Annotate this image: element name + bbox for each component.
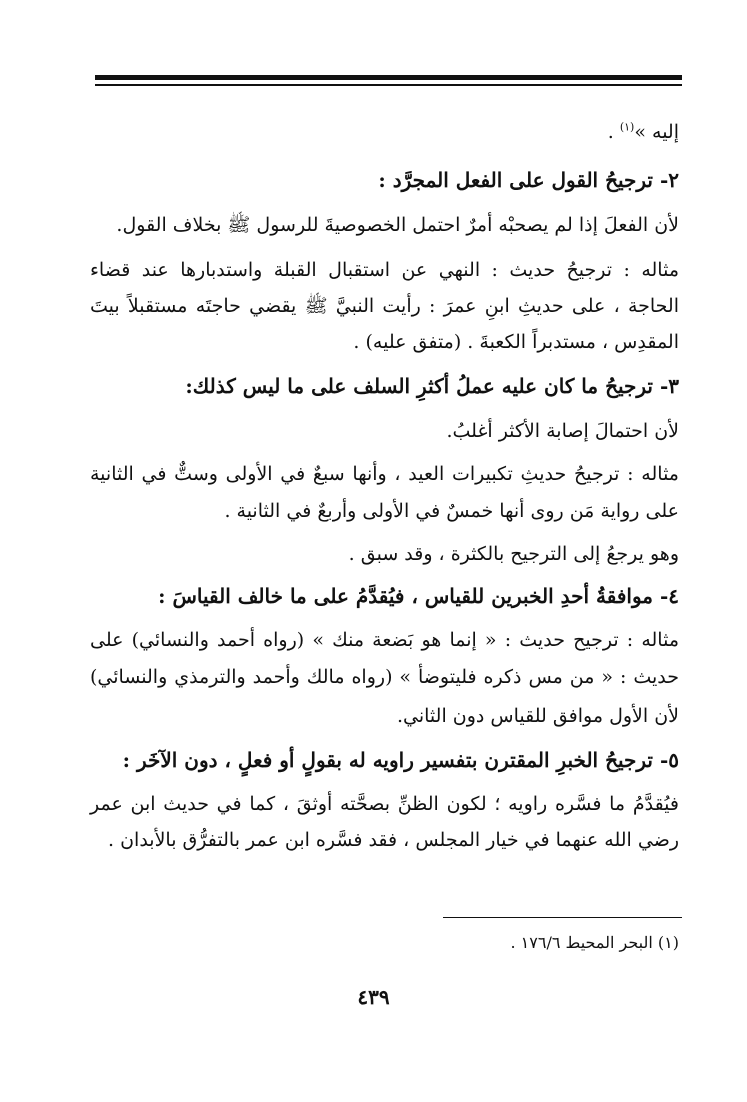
section-heading-4: ٤- موافقةُ أحدِ الخبرين للقياس ، فيُقدَّمُ على ما خالف القياسَ : xyxy=(158,584,679,608)
line-text: إليه » xyxy=(634,121,679,143)
section-heading-5: ٥- ترجيحُ الخبرِ المقترن بتفسير راويه له بقولٍ أو فعلٍ ، دون الآخَر : xyxy=(122,748,679,772)
text-line: وهو يرجعُ إلى الترجيح بالكثرة ، وقد سبق . xyxy=(348,543,679,565)
text-line: مثاله : ترجيح حديث : « إنما هو بَضعة منك » (رواه أحمد والنسائي) على xyxy=(90,629,679,651)
text-line: الحاجة ، على حديثِ ابنِ عمرَ : رأيت النبيَّ ﷺ يقضي حاجتَه مستقبلاً بيتَ xyxy=(90,295,679,317)
footnote-reference: (١) xyxy=(619,120,635,134)
section-heading-2: ٢- ترجيحُ القول على الفعل المجرَّد : xyxy=(378,168,679,192)
section-heading-3: ٣- ترجيحُ ما كان عليه عملُ أكثرِ السلف على ما ليس كذلك: xyxy=(185,374,679,398)
text-line: حديث : « من مس ذكره فليتوضأ » (رواه مالك وأحمد والترمذي والنسائي) xyxy=(90,666,679,688)
text-line: لأن الفعلَ إذا لم يصحبْه أمرٌ احتمل الخصوصيةَ للرسول ﷺ بخلاف القول. xyxy=(116,214,679,236)
text-line: فيُقدَّمُ ما فسَّره راويه ؛ لكون الظنِّ بصحَّته أوثقَ ، كما في حديث ابن عمر xyxy=(90,793,679,815)
text-line: لأن احتمالَ إصابة الأكثر أغلبُ. xyxy=(446,420,679,442)
text-line: مثاله : ترجيحُ حديثِ تكبيرات العيد ، وأنها سبعٌ في الأولى وستٌّ في الثانية xyxy=(90,463,679,485)
footnote-separator xyxy=(443,917,682,918)
text-line: رضي الله عنهما في خيار المجلس ، فقد فسَّره ابن عمر بالتفرُّق بالأبدان . xyxy=(108,829,679,851)
text-line: لأن الأول موافق للقياس دون الثاني. xyxy=(396,705,679,727)
text-line: على رواية مَن روى أنها خمسٌ في الأولى وأربعٌ في الثانية . xyxy=(224,500,679,522)
text-line-continuation xyxy=(608,118,679,146)
header-rule-thin xyxy=(95,84,682,86)
page-number: ٤٣٩ xyxy=(357,985,390,1009)
line-tail: . xyxy=(607,121,620,143)
text-line: المقدِس ، مستدبراً الكعبةَ . (متفق عليه) . xyxy=(353,331,679,353)
text-line: مثاله : ترجيحُ حديث : النهي عن استقبال القبلة واستدبارها عند قضاء xyxy=(90,259,679,281)
header-rule-thick xyxy=(95,75,682,80)
footnote: (١) البحر المحيط ١٧٦/٦ . xyxy=(510,933,679,952)
